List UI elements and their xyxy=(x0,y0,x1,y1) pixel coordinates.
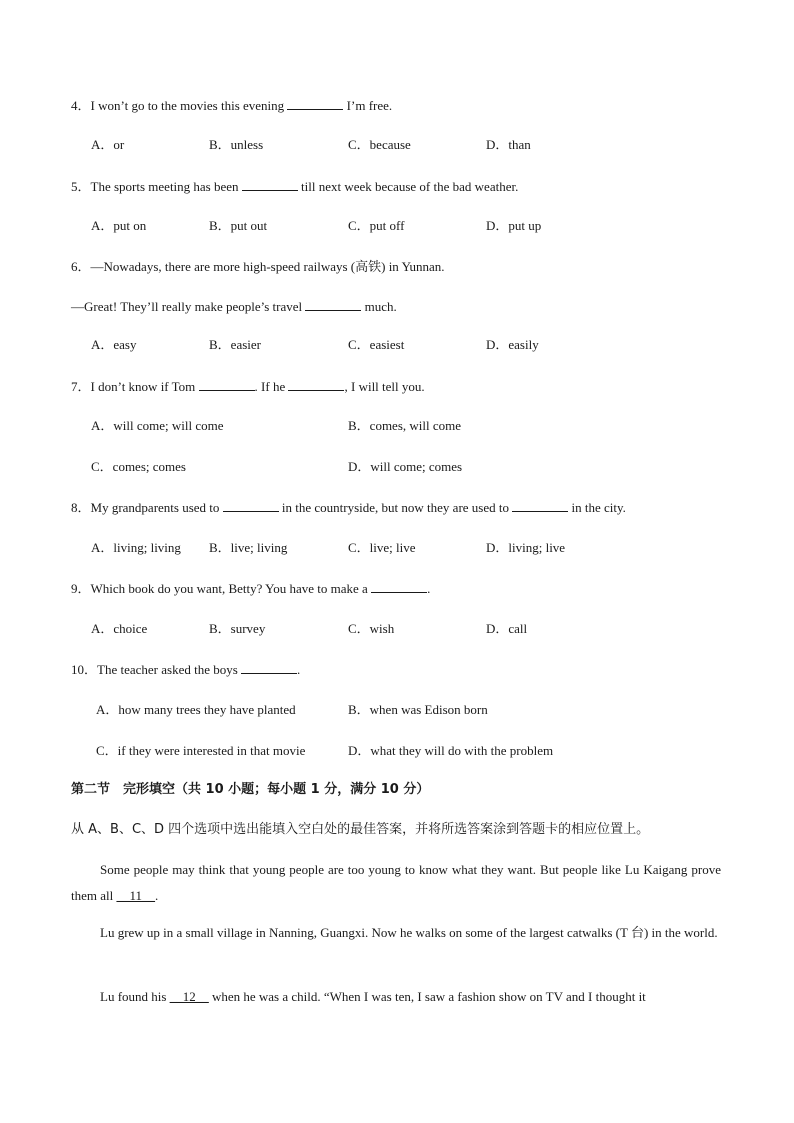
answer-blank xyxy=(242,178,298,191)
section-title: 第二节 完形填空（共 10 小题；每小题 1 分，满分 10 分） xyxy=(71,782,430,797)
passage-text: . xyxy=(155,888,159,903)
option-d[interactable]: D．easily xyxy=(486,337,539,352)
question-text: The teacher asked the boys xyxy=(97,662,242,677)
question-number: 8 xyxy=(71,500,78,515)
option-d[interactable]: D．will come; comes xyxy=(348,459,463,474)
option-c[interactable]: C．wish xyxy=(348,621,395,636)
question-text: in the countryside, but now they are used to xyxy=(278,500,513,515)
question-text: , I will tell you. xyxy=(344,379,425,394)
passage-paragraph-2 xyxy=(71,920,721,946)
question-6-response xyxy=(71,298,397,315)
question-text: . xyxy=(427,581,431,596)
passage-text: Lu grew up in a small village in Nanning, Guangxi. Now he walks on some of the largest catwalks (T 台) in the world. xyxy=(100,925,718,940)
question-number: 5 xyxy=(71,179,78,194)
answer-blank xyxy=(199,378,255,391)
option-b[interactable]: B．comes, will come xyxy=(348,418,462,433)
option-b[interactable]: B．live; living xyxy=(209,540,288,555)
question-text: Which book do you want, Betty? You have to make a xyxy=(90,581,372,596)
option-a[interactable]: A．how many trees they have planted xyxy=(96,702,296,717)
passage-paragraph-3 xyxy=(71,984,721,1010)
question-text: I’m free. xyxy=(343,98,393,113)
cloze-blank-11: __11__ xyxy=(116,888,156,903)
answer-blank xyxy=(512,499,568,512)
question-text: till next week because of the bad weather. xyxy=(297,179,519,194)
option-d[interactable]: D．put up xyxy=(486,218,542,233)
question-8: 8．My grandparents used to in the countryside, but now they are used to in the city. xyxy=(71,500,626,515)
section-instruction: 从 A、B、C、D 四个选项中选出能填入空白处的最佳答案，并将所选答案涂到答题卡的相应位置上。 xyxy=(71,822,650,837)
option-b[interactable]: B．put out xyxy=(209,218,268,233)
answer-blank xyxy=(305,298,361,311)
option-d[interactable]: D．living; live xyxy=(486,540,566,555)
question-9: 9．Which book do you want, Betty? You have to make a . xyxy=(71,581,431,596)
passage-text: when he was a child. “When I was ten, I saw a fashion show on TV and I thought it xyxy=(208,989,646,1004)
question-number: 7 xyxy=(71,379,78,394)
option-c[interactable]: C．comes; comes xyxy=(91,459,186,474)
question-5: 5．The sports meeting has been till next week because of the bad weather. xyxy=(71,179,519,194)
question-4: 4．I won’t go to the movies this evening I’m free. xyxy=(71,98,393,113)
question-text: in the city. xyxy=(568,500,626,515)
option-d[interactable]: D．than xyxy=(486,137,531,152)
answer-blank xyxy=(371,580,427,593)
option-d[interactable]: D．what they will do with the problem xyxy=(348,743,554,758)
question-text: The sports meeting has been xyxy=(90,179,242,194)
question-number: 9 xyxy=(71,581,78,596)
option-b[interactable]: B．when was Edison born xyxy=(348,702,488,717)
question-text: I won’t go to the movies this evening xyxy=(90,98,288,113)
option-c[interactable]: C．because xyxy=(348,137,411,152)
question-text: —Nowadays, there are more high-speed railways (高铁) in Yunnan. xyxy=(90,259,445,274)
option-b[interactable]: B．easier xyxy=(209,337,261,352)
option-a[interactable]: A．will come; will come xyxy=(91,418,224,433)
question-text: I don’t know if Tom xyxy=(90,379,199,394)
option-d[interactable]: D．call xyxy=(486,621,528,636)
question-text: much. xyxy=(361,299,397,314)
option-a[interactable]: A．or xyxy=(91,137,125,152)
option-a[interactable]: A．living; living xyxy=(91,540,181,555)
question-10: 10．The teacher asked the boys . xyxy=(71,662,301,677)
option-a[interactable]: A．choice xyxy=(91,621,148,636)
option-c[interactable]: C．live; live xyxy=(348,540,416,555)
option-a[interactable]: A．easy xyxy=(91,337,137,352)
option-c[interactable]: C．easiest xyxy=(348,337,405,352)
answer-blank xyxy=(288,378,344,391)
question-6: 6．—Nowadays, there are more high-speed railways (高铁) in Yunnan. xyxy=(71,259,445,274)
option-b[interactable]: B．survey xyxy=(209,621,266,636)
answer-blank xyxy=(287,97,343,110)
question-7: 7．I don’t know if Tom . If he , I will tell you. xyxy=(71,379,425,394)
question-number: 6 xyxy=(71,259,78,274)
passage-paragraph-1 xyxy=(71,857,721,909)
option-c[interactable]: C．put off xyxy=(348,218,405,233)
option-b[interactable]: B．unless xyxy=(209,137,264,152)
passage-text: Lu found his xyxy=(100,989,170,1004)
option-a[interactable]: A．put on xyxy=(91,218,147,233)
question-text: . xyxy=(297,662,301,677)
question-number: 4 xyxy=(71,98,78,113)
passage-text: Some people may think that young people are too young to know what they want. But people like Lu Kaigang prove them all xyxy=(71,862,721,903)
cloze-blank-12: __12__ xyxy=(169,989,209,1004)
option-c[interactable]: C．if they were interested in that movie xyxy=(96,743,306,758)
question-text: My grandparents used to xyxy=(90,500,223,515)
question-text: —Great! They’ll really make people’s travel xyxy=(71,299,306,314)
question-text: . If he xyxy=(254,379,289,394)
answer-blank xyxy=(241,661,297,674)
question-number: 10 xyxy=(71,662,84,677)
answer-blank xyxy=(223,499,279,512)
